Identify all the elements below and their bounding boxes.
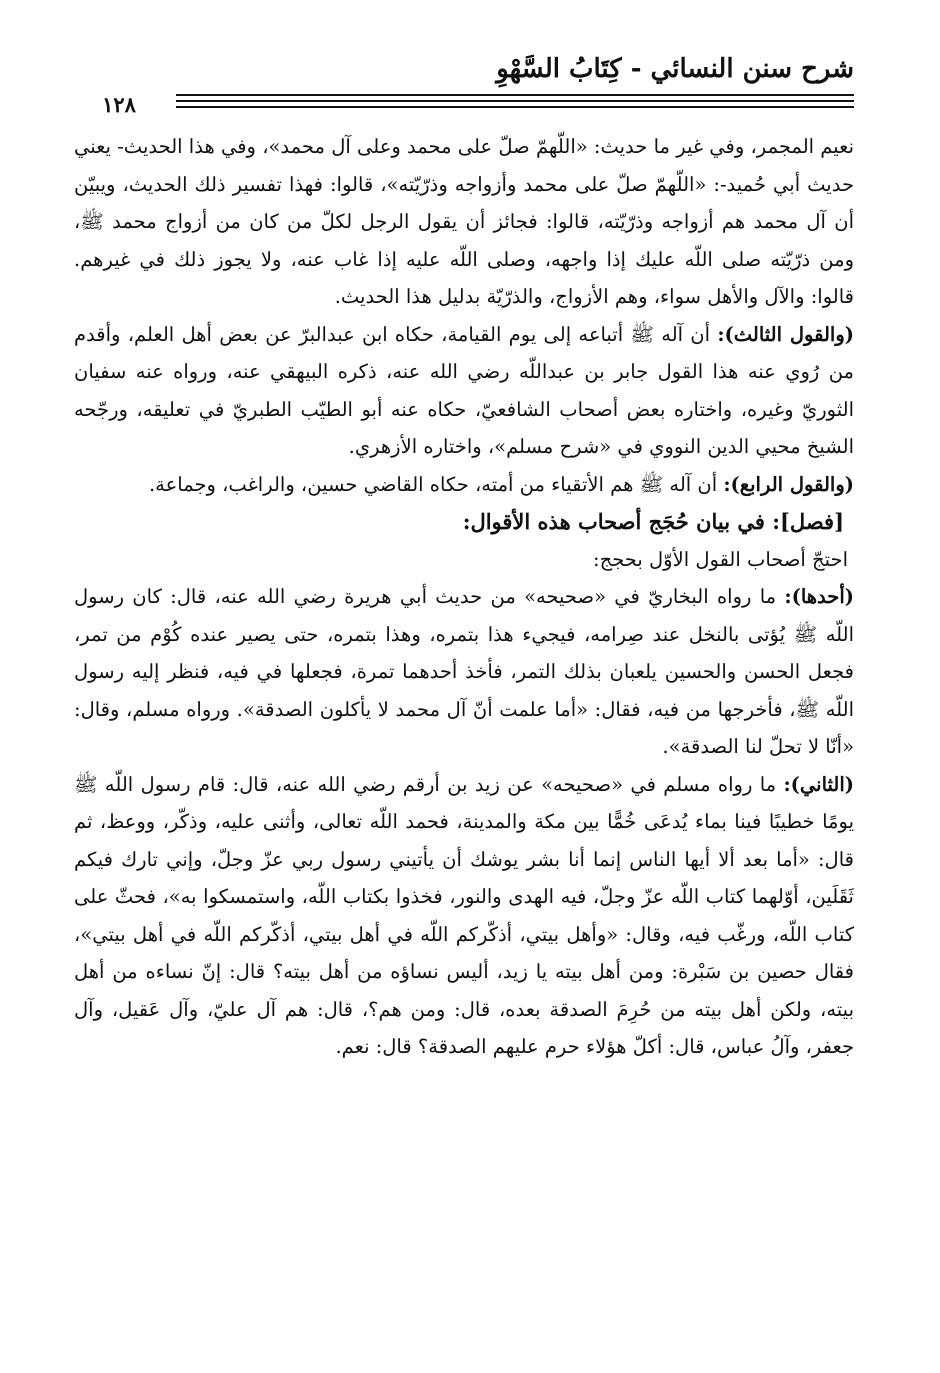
paragraph-text: أن آله ﷺ أتباعه إلى يوم القيامة، حكاه ابن عبدالبرّ عن بعض أهل العلم، وأقدم من رُوي عنه هذا القول جابر بن عبداللّه رضي الله عنه، ذكره البيهقي عنه، ورواه عنه سفيان الثوريّ وغيره، واختاره بعض أصحاب الشافعيّ، حكاه عنه أبو الطيّب الطبريّ في تعليقه، ورجّحه الشيخ محيي الدين النووي في «شرح مسلم»، واختاره الأزهري. xyxy=(74,322,854,458)
header-rule xyxy=(176,100,854,102)
paragraph-text: أن آله ﷺ هم الأتقياء من أمته، حكاه القاضي حسين، والراغب، وجماعة. xyxy=(148,472,724,496)
page-header xyxy=(64,50,854,117)
header-rule xyxy=(176,94,854,96)
paragraph-text: نعيم المجمر، وفي غير ما حديث: «اللّهمّ صلّ على محمد وعلى آل محمد»، وفي هذا الحديث- يعني حديث أبي حُميد-: «اللّهمّ صلّ على محمد وأزواجه وذرّيّته»، قالوا: فهذا تفسير ذلك الحديث، ويبيّن أن آل محمد هم أزواجه وذرّيّته، قالوا: فجائز أن يقول الرجل لكلّ من كان من أزواج محمد ﷺ، ومن ذرّيّته صلى اللّه عليك إذا واجهه، وصلى اللّه عليه إذا غاب عنه، ولا يجوز ذلك في غيرهم. قالوا: والآل والأهل سواء، وهم الأزواج، والذرّيّة بدليل هذا الحديث. xyxy=(74,135,854,308)
paragraph-text: ما رواه مسلم في «صحيحه» عن زيد بن أرقم رضي الله عنه، قال: قام رسول اللّه ﷺ يومًا خطيبًا فينا بماء يُدعَى خُمًّا بين مكة والمدينة، فحمد اللّه تعالى، وأثنى عليه، وذكّر، ووعظ، ثم قال: «أما بعد ألا أيها الناس إنما أنا بشر يوشك أن يأتيني رسول ربي عزّ وجلّ، وإني تارك فيكم ثَقَلَين، أوّلهما كتاب اللّه عزّ وجلّ، فيه الهدى والنور، فخذوا بكتاب اللّه، واستمسكوا به»، فحثّ على كتاب اللّه، ورغّب فيه، وقال: «وأهل بيتي، أذكّركم اللّه في أهل بيتي، أذكّركم اللّه في أهل بيتي»، فقال حصين بن سَبْرة: ومن أهل بيته يا زيد، أليس نساؤه من أهل بيته؟ قال: إنّ نساءه من أهل بيته، ولكن أهل بيته من حُرِمَ الصدقة بعده، قال: ومن هم؟، قال: هم آل عليّ، وآل عَقيل، وآل جعفر، وآلُ عباس، قال: أكلّ هؤلاء حرم عليهم الصدقة؟ قال: نعم. xyxy=(74,772,854,1058)
page-number: ١٢٨ xyxy=(102,92,136,117)
paragraph-text: ما رواه البخاريّ في «صحيحه» من حديث أبي هريرة رضي الله عنه، قال: كان رسول اللّه ﷺ يُؤتى بالنخل عند صِرامه، فيجيء هذا بتمره، وهذا بتمره، حتى يصير عنده كُوْم من تمر، فجعل الحسن والحسين يلعبان بذلك التمر، فأخذ أحدهما تمرة، فجعلها في فيه، فنظر إليه رسول اللّه ﷺ، فأخرجها من فيه، فقال: «أما علمت أنّ آل محمد لا يأكلون الصدقة». ورواه مسلم، وقال: «أنّا لا تحلّ لنا الصدقة». xyxy=(74,585,854,758)
paragraph-lead: (والقول الثالث): xyxy=(717,322,854,346)
paragraph-lead: (الثاني): xyxy=(783,772,854,796)
paragraph xyxy=(74,128,854,316)
running-title: شرح سنن النسائي - كِتَابُ السَّهْوِ xyxy=(496,54,854,84)
paragraph xyxy=(74,466,854,504)
page-body xyxy=(74,128,854,1066)
header-rule xyxy=(176,106,854,108)
paragraph xyxy=(74,316,854,466)
paragraph-lead: (والقول الرابع): xyxy=(723,472,854,496)
paragraph-lead: (أحدها): xyxy=(784,585,854,608)
section-intro: احتجّ أصحاب القول الأوّل بحجج: xyxy=(593,547,848,571)
paragraph xyxy=(74,578,854,766)
paragraph xyxy=(74,766,854,1066)
section-heading: [فصل]: في بيان حُجَج أصحاب هذه الأقوال: xyxy=(462,509,844,534)
